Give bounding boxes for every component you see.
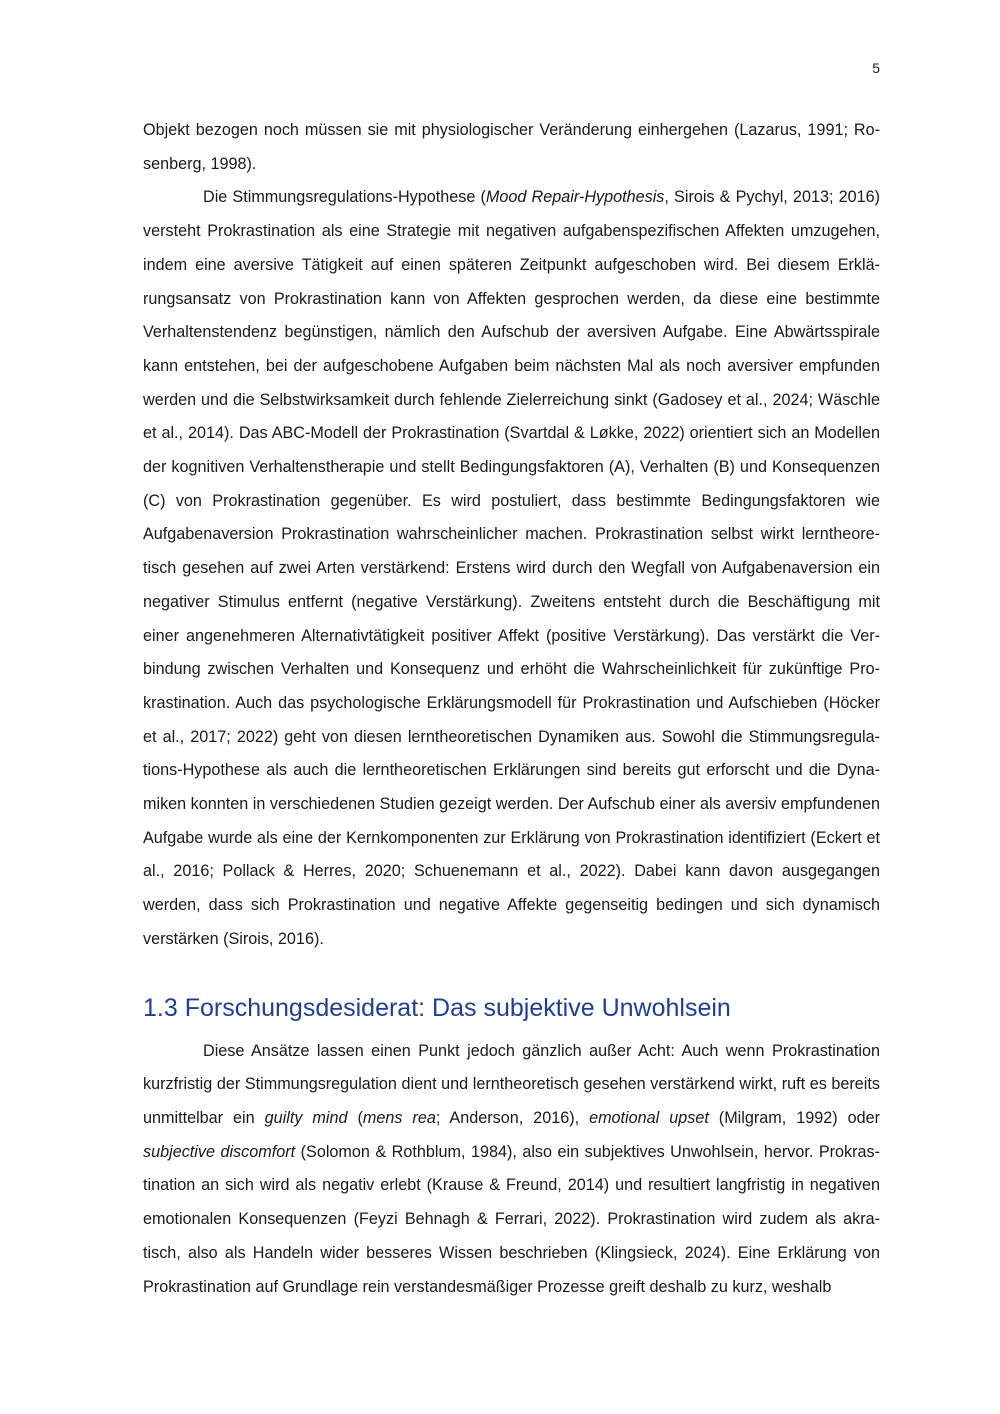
section-heading: 1.3 Forschungsdesiderat: Das subjektive Unwohlsein bbox=[143, 993, 731, 1022]
page-number: 5 bbox=[872, 60, 880, 76]
text-run: Objekt bezogen noch müssen sie mit physiologischer Veränderung einhergehen (Lazarus, 1991; Rosenberg, 1998). bbox=[143, 121, 880, 173]
text-run: , Sirois & Pychyl, 2013; 2016) versteht Prokrastination als eine Strategie mit negativen aufgabenspezifischen Affekten umzugehen, indem eine aversive Tätigkeit auf einen späteren Zeitpunkt aufgeschoben wird. Bei diesem Erklärungsansatz von Prokrastination kann von Affekten gesprochen werden, da diese eine bestimmte Verhaltenstendenz begünstigen, nämlich den Aufschub der aversiven Aufgabe. Eine Abwärtsspirale kann entstehen, bei der aufgeschobene Aufgaben beim nächsten Mal als noch aversiver empfunden werden und die Selbstwirksamkeit durch fehlende Zielerreichung sinkt (Gadosey et al., 2024; Wäschle et al., 2014). Das ABC-Modell der Prokrastination (Svartdal & Løkke, 2022) orientiert sich an Modellen der kognitiven Verhaltenstherapie und stellt Bedingungsfaktoren (A), Verhalten (B) und Konsequenzen (C) von Prokrastination gegenüber. Es wird postuliert, dass bestimmte Bedingungsfaktoren wie Aufgabenaversion Prokrastination wahrscheinlicher machen. Prokrastination selbst wirkt lerntheoretisch gesehen auf zwei Arten verstärkend: Erstens wird durch den Wegfall von Aufgabenaversion ein negativer Stimulus entfernt (negative Verstärkung). Zweitens entsteht durch die Beschäftigung mit einer angenehmeren Alternativtätigkeit positiver Affekt (positive Verstärkung). Das verstärkt die Verbindung zwischen Verhalten und Konsequenz und erhöht die Wahrscheinlichkeit für zukünftige Prokrastination. Auch das psychologische Erklärungsmodell für Prokrastination und Aufschieben (Höcker et al., 2017; 2022) geht von diesen lerntheoretischen Dynamiken aus. Sowohl die Stimmungsregulations-Hypothese als auch die lerntheoretischen Erklärungen sind bereits gut erforscht und die Dynamiken konnten in verschiedenen Studien gezeigt werden. Der Aufschub einer als aversiv empfundenen Aufgabe wurde als eine der Kernkomponenten zur Erklärung von Prokrastination identifiziert (Eckert et al., 2016; Pollack & Herres, 2020; Schuenemann et al., 2022). Dabei kann davon ausgegangen werden, dass sich Prokrastination und negative Affekte gegenseitig bedingen und sich dynamisch verstärken (Sirois, 2016). bbox=[143, 188, 880, 948]
italic-term: Mood Repair-Hypothesis bbox=[485, 188, 665, 207]
italic-term: emotional upset bbox=[589, 1108, 709, 1127]
paragraph bbox=[143, 1035, 880, 1305]
paragraphs-after bbox=[143, 1035, 880, 1305]
document-body bbox=[143, 114, 880, 1304]
text-run: Diese Ansätze lassen einen Punkt jedoch gänzlich außer Acht: Auch wenn Prokrastination kurzfristig der Stimmungsregulation dient und lerntheoretisch gesehen verstärkend wirkt, ruft es bereits unmittelbar ein bbox=[143, 1041, 880, 1127]
text-run: ; Anderson, 2016), bbox=[435, 1108, 590, 1127]
italic-term: mens rea bbox=[362, 1108, 436, 1127]
paragraphs-before bbox=[143, 114, 880, 957]
paragraph bbox=[143, 181, 880, 956]
text-run: Die Stimmungsregulations-Hypothese ( bbox=[203, 188, 486, 207]
text-run: ( bbox=[347, 1108, 363, 1127]
italic-term: subjective discomfort bbox=[143, 1142, 296, 1161]
italic-term: guilty mind bbox=[264, 1108, 348, 1127]
paragraph bbox=[143, 114, 880, 181]
text-run: (Milgram, 1992) oder bbox=[708, 1108, 880, 1127]
text-run: (Solomon & Rothblum, 1984), also ein subjektives Unwohlsein, hervor. Prokrastination an sich wird als negativ erlebt (Krause & Freund, 2014) und resultiert langfristig in negativen emotionalen Konsequenzen (Feyzi Behnagh & Ferrari, 2022). Prokrastination wird zudem als akratisch, also als Handeln wider besseres Wissen beschrieben (Klingsieck, 2024). Eine Erklärung von Prokrastination auf Grundlage rein verstandesmäßiger Prozesse greift deshalb zu kurz, weshalb bbox=[143, 1142, 880, 1296]
